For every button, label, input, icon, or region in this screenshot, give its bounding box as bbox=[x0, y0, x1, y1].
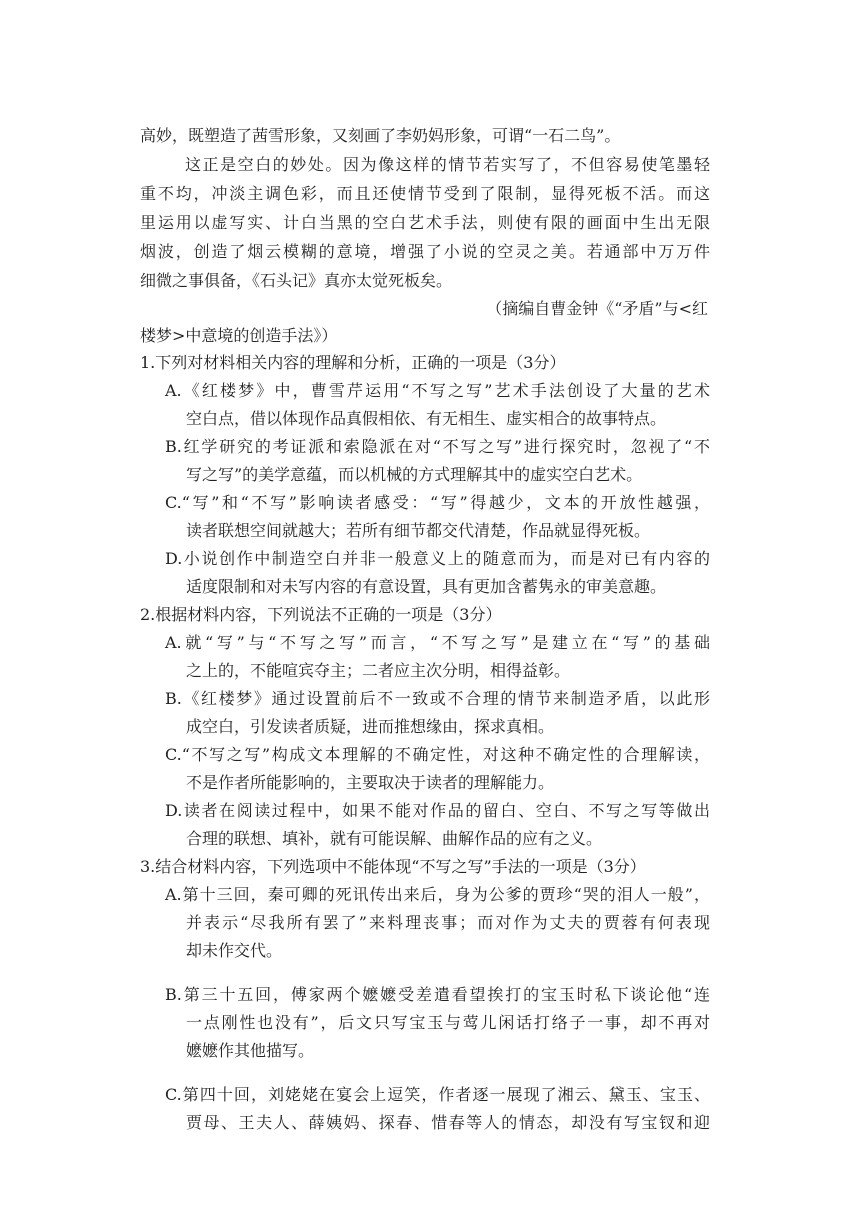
option-a-cont: 却未作交代。 bbox=[186, 941, 283, 960]
question-stem: 1.下列对材料相关内容的理解和分析，正确的一项是（3分） bbox=[140, 353, 566, 372]
option-b-cont: 一点刚性也没有”，后文只写宝玉与莺儿闲话打络子一事，却不再对 bbox=[186, 1013, 710, 1032]
option-a: A.就“写”与“不写之写”而言，“不写之写”是建立在“写”的基础 bbox=[165, 633, 710, 652]
option-d: D.读者在阅读过程中，如果不能对作品的留白、空白、不写之写等做出 bbox=[165, 801, 710, 820]
option-c-cont: 不是作者所能影响的，主要取决于读者的理解能力。 bbox=[186, 773, 555, 792]
option-a-cont: 之上的，不能喧宾夺主；二者应主次分明，相得益彰。 bbox=[186, 661, 571, 680]
question-stem: 2.根据材料内容，下列说法不正确的一项是（3分） bbox=[140, 605, 502, 624]
option-b-cont: 成空白，引发读者质疑，进而推想缘由，探求真相。 bbox=[186, 717, 555, 736]
source-citation: 楼梦>中意境的创造手法》） bbox=[140, 326, 338, 345]
source-citation: （摘编自曹金钟《“矛盾”与<红 bbox=[486, 299, 708, 318]
option-a: A.第十三回，秦可卿的死讯传出来后，身为公爹的贾珍“哭的泪人一般”， bbox=[165, 885, 710, 904]
option-c-cont: 贾母、王夫人、薛姨妈、探春、惜春等人的情态，却没有写宝钗和迎 bbox=[186, 1113, 710, 1132]
option-b: B.红学研究的考证派和索隐派在对“不写之写”进行探究时，忽视了“不 bbox=[165, 437, 710, 456]
passage-line: 重不均，冲淡主调色彩，而且还使情节受到了限制，显得死板不活。而这 bbox=[140, 184, 710, 203]
option-a-cont: 空白点，借以体现作品真假相依、有无相生、虚实相合的故事特点。 bbox=[186, 409, 667, 428]
option-d-cont: 合理的联想、填补，就有可能误解、曲解作品的应有之义。 bbox=[186, 829, 603, 848]
passage-line: 高妙，既塑造了茜雪形象，又刻画了李奶妈形象，可谓“一石二鸟”。 bbox=[140, 126, 621, 145]
option-c: C.“写”和“不写”影响读者感受：“写”得越少，文本的开放性越强， bbox=[165, 493, 710, 512]
option-a: A.《红楼梦》中，曹雪芹运用“不写之写”艺术手法创设了大量的艺术 bbox=[165, 381, 710, 400]
option-c: C.第四十回，刘姥姥在宴会上逗笑，作者逐一展现了湘云、黛玉、宝玉、 bbox=[165, 1085, 710, 1104]
option-b-cont: 写之写”的美学意蕴，而以机械的方式理解其中的虚实空白艺术。 bbox=[186, 465, 643, 484]
passage-line: 细微之事俱备，《石头记》真亦太觉死板矣。 bbox=[140, 271, 453, 290]
option-c-cont: 读者联想空间就越大；若所有细节都交代清楚，作品就显得死板。 bbox=[186, 521, 651, 540]
option-b: B.《红楼梦》通过设置前后不一致或不合理的情节来制造矛盾，以此形 bbox=[165, 689, 710, 708]
option-c: C.“不写之写”构成文本理解的不确定性，对这种不确定性的合理解读， bbox=[165, 745, 710, 764]
option-d-cont: 适度限制和对未写内容的有意设置，具有更加含蓄隽永的审美意趣。 bbox=[186, 577, 667, 596]
option-b-cont: 嬷嬷作其他描写。 bbox=[186, 1041, 315, 1060]
option-d: D.小说创作中制造空白并非一般意义上的随意而为，而是对已有内容的 bbox=[165, 549, 710, 568]
passage-line: 里运用以虚写实、计白当黑的空白艺术手法，则使有限的画面中生出无限 bbox=[140, 213, 710, 232]
question-stem: 3.结合材料内容，下列选项中不能体现“不写之写”手法的一项是（3分） bbox=[140, 857, 646, 876]
option-a-cont: 并表示“尽我所有罢了”来料理丧事；而对作为丈夫的贾蓉有何表现 bbox=[186, 913, 710, 932]
option-b: B.第三十五回，傅家两个嬷嬷受差遣看望挨打的宝玉时私下谈论他“连 bbox=[165, 985, 710, 1004]
passage-paragraph-first-line: 这正是空白的妙处。因为像这样的情节若实写了，不但容易使笔墨轻 bbox=[185, 155, 710, 174]
passage-line: 烟波，创造了烟云模糊的意境，增强了小说的空灵之美。若通部中万万件 bbox=[140, 242, 710, 261]
